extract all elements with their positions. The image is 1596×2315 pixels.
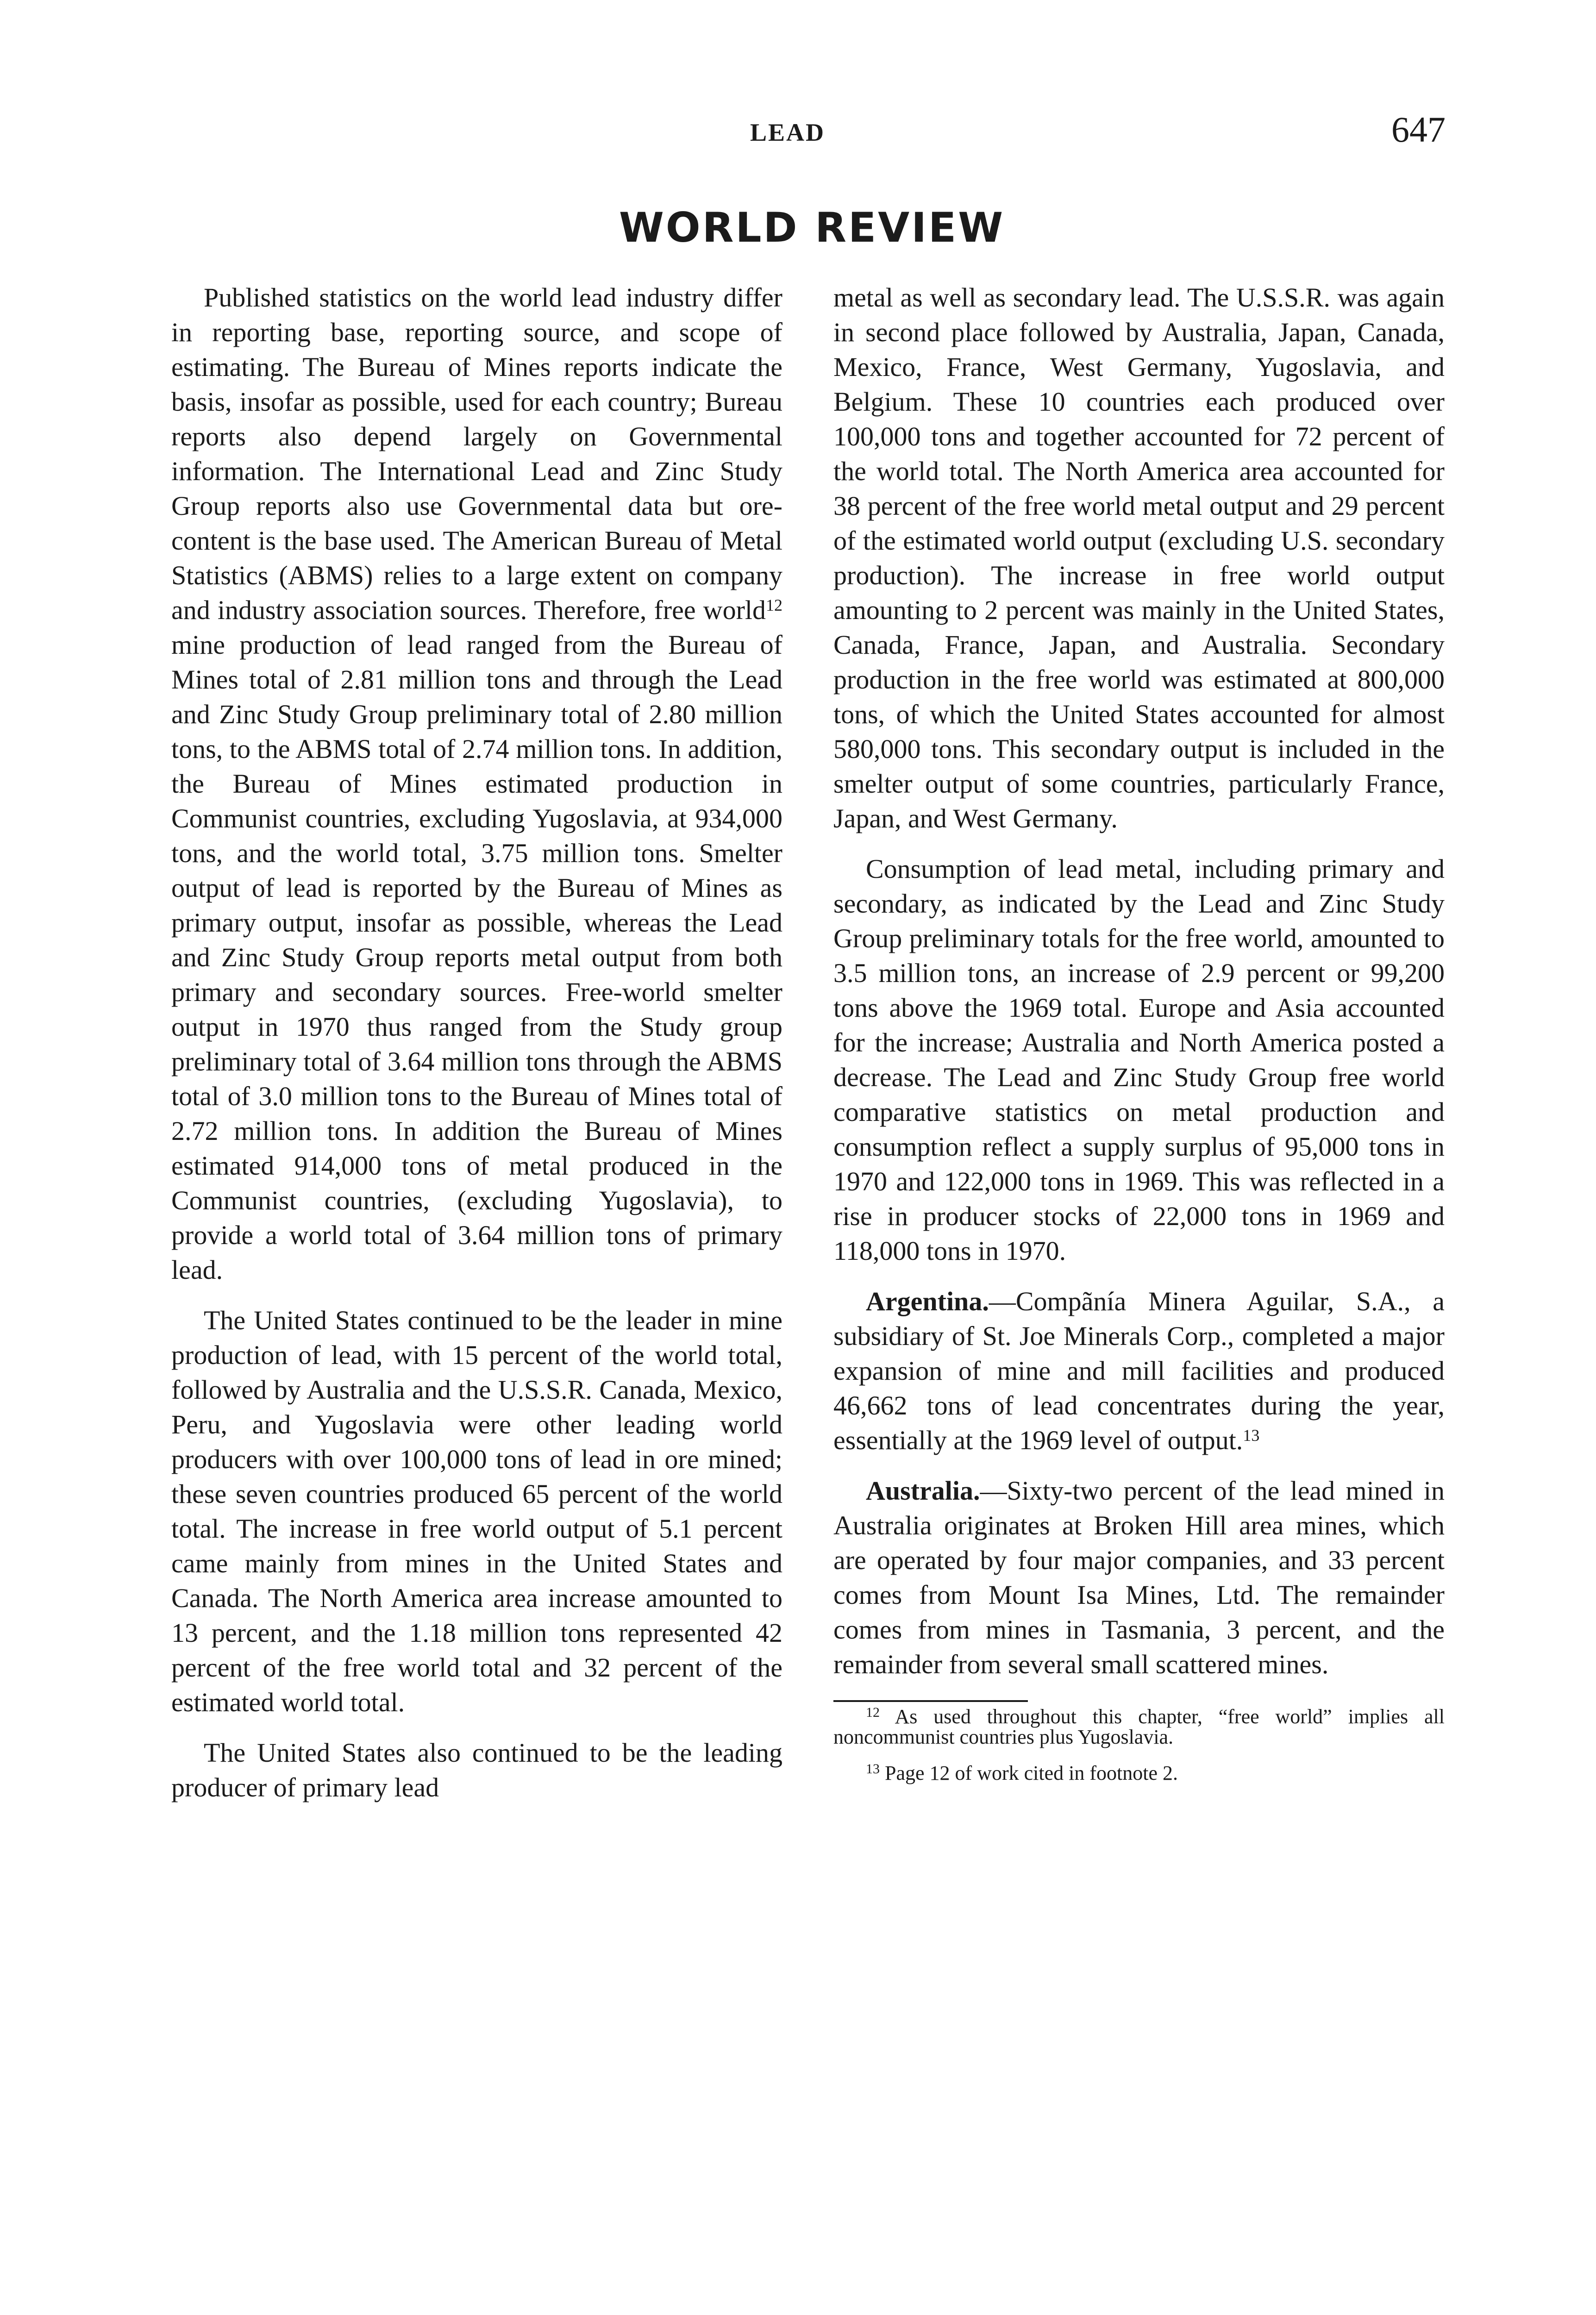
run-in-heading: Argentina.	[866, 1286, 989, 1316]
paragraph-text: —Sixty-two percent of the lead mined in Australia originates at Broken Hill area mines, which are operated by four major companies, and 33 percent comes from Mount Isa Mines, Ltd. The remainder comes from mines in Tasmania, 3 percent, and the remainder from several small scattered mines.	[833, 1476, 1445, 1679]
page-number: 647	[1391, 109, 1446, 150]
footnote-ref: 13	[1243, 1426, 1260, 1445]
paragraph: metal as well as secondary lead. The U.S.S.R. was again in second place followed by Australia, Japan, Canada, Mexico, France, West Germany, Yugoslavia, and Belgium. These 10 countries each produced over 100,000 tons and together accounted for 72 percent of the world total. The North America area accounted for 38 percent of the free world metal output and 29 percent of the estimated world output (excluding U.S. secondary production). The increase in free world output amounting to 2 percent was mainly in the United States, Canada, France, Japan, and Australia. Secondary production in the free world was estimated at 800,000 tons, of which the United States accounted for almost 580,000 tons. This secondary output is included in the smelter output of some countries, particularly France, Japan, and West Germany.	[833, 282, 1445, 833]
paragraph-text: Published statistics on the world lead industry differ in reporting base, reporting source, and scope of estimating. The Bureau of Mines reports indicate the basis, insofar as possible, used for each country; Bureau reports also depend largely on Governmental information. The International Lead and Zinc Study Group reports also use Governmental data but ore-content is the base used. The American Bureau of Metal Statistics (ABMS) relies to a large extent on company and industry association sources. Therefore, free world	[171, 282, 782, 625]
left-column	[171, 280, 782, 1821]
footnote-text: Page 12 of work cited in footnote 2.	[885, 1762, 1178, 1784]
footnote-text: As used throughout this chapter, “free world” implies all noncommunist countries plus Yugoslavia.	[833, 1705, 1445, 1748]
footnote-divider	[833, 1700, 1028, 1702]
footnote-ref: 12	[766, 596, 782, 614]
paragraph	[171, 280, 782, 1287]
paragraph-text: mine production of lead ranged from the Bureau of Mines total of 2.81 million tons and through the Lead and Zinc Study Group preliminary total of 2.80 million tons, to the ABMS total of 2.74 million tons. In addition, the Bureau of Mines estimated production in Communist countries, excluding Yugoslavia, at 934,000 tons, and the world total, 3.75 million tons. Smelter output of lead is reported by the Bureau of Mines as primary output, insofar as possible, whereas the Lead and Zinc Study Group reports metal output from both primary and secondary sources. Free-world smelter output in 1970 thus ranged from the Study group preliminary total of 3.64 million tons through the ABMS total of 3.0 million tons to the Bureau of Mines total of 2.72 million tons. In addition the Bureau of Mines estimated 914,000 tons of metal produced in the Communist countries, (excluding Yugoslavia), to provide a world total of 3.64 million tons of primary lead.	[171, 630, 782, 1285]
footnote	[833, 1763, 1445, 1783]
footnote-number: 12	[866, 1705, 880, 1720]
paragraph-australia	[833, 1473, 1445, 1682]
right-column	[833, 280, 1445, 1799]
paragraph: The United States continued to be the leader in mine production of lead, with 15 percent of the world total, followed by Australia and the U.S.S.R. Canada, Mexico, Peru, and Yugoslavia were other leading world producers with over 100,000 tons of lead in ore mined; these seven countries produced 65 percent of the world total. The increase in free world output of 5.1 percent came mainly from mines in the United States and Canada. The North America area increase amounted to 13 percent, and the 1.18 million tons represented 42 percent of the free world total and 32 percent of the estimated world total.	[171, 1305, 782, 1717]
run-in-heading: Australia.	[866, 1476, 980, 1506]
footnote-number: 13	[866, 1761, 880, 1777]
paragraph-text: —Compãnía Minera Aguilar, S.A., a subsidiary of St. Joe Minerals Corp., completed a major expansion of mine and mill facilities and produced 46,662 tons of lead concentrates during the year, essentially at the 1969 level of output.	[833, 1286, 1445, 1455]
footnote	[833, 1707, 1445, 1747]
paragraph: Consumption of lead metal, including primary and secondary, as indicated by the Lead and Zinc Study Group preliminary totals for the free world, amounted to 3.5 million tons, an increase of 2.9 percent or 99,200 tons above the 1969 total. Europe and Asia accounted for the increase; Australia and North America posted a decrease. The Lead and Zinc Study Group free world comparative statistics on metal production and consumption reflect a supply surplus of 95,000 tons in 1970 and 122,000 tons in 1969. This was reflected in a rise in producer stocks of 22,000 tons in 1969 and 118,000 tons in 1970.	[833, 854, 1445, 1266]
paragraph-argentina	[833, 1284, 1445, 1458]
running-head: LEAD	[750, 119, 826, 146]
section-title: WORLD REVIEW	[619, 204, 1005, 251]
paragraph: The United States also continued to be the leading producer of primary lead	[171, 1738, 782, 1802]
